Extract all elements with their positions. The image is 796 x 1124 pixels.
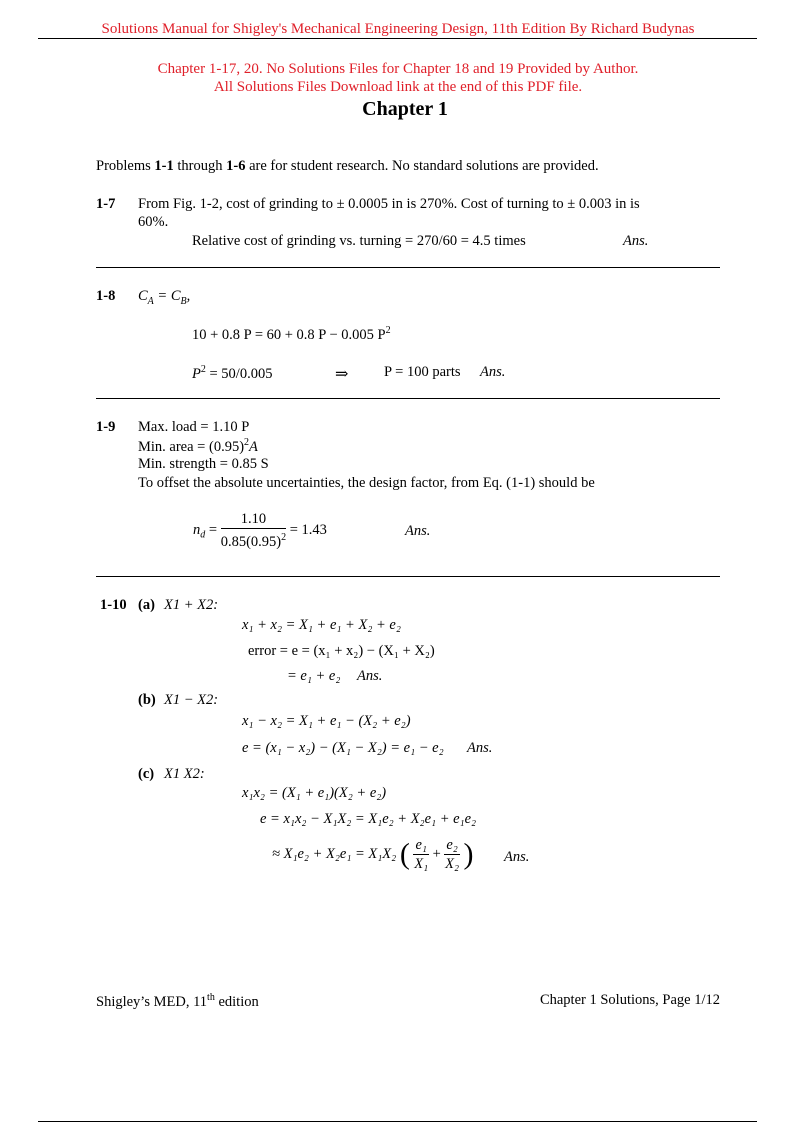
- eq-variable: P: [192, 365, 201, 382]
- design-factor-fraction: [221, 510, 286, 551]
- part-c-eq-2: e = x₁x₂ − X₁X₂ = X₁e₂ + X₂e₁ + e₁e₂: [260, 811, 477, 827]
- line-variable: A: [249, 438, 258, 455]
- eq-exponent: 2: [200, 364, 206, 375]
- part-a-eq-3: = e₁ + e₂: [287, 668, 341, 684]
- part-c-eq-1: x₁x₂ = (X₁ + e₁)(X₂ + e₂): [242, 785, 387, 801]
- open-paren: (: [399, 837, 410, 871]
- problem-1-9-line-4: To offset the absolute uncertainties, the design factor, from Eq. (1-1) should be: [138, 475, 595, 491]
- plus-sign: +: [432, 845, 441, 862]
- denominator-body: 0.85(0.95): [220, 533, 282, 550]
- answer-mark: Ans.: [405, 523, 431, 539]
- design-factor-result: = 1.43: [289, 521, 327, 538]
- problem-1-7-result: Relative cost of grinding vs. turning = 270/60 = 4.5 times: [192, 233, 526, 249]
- line-body: Min. area = (0.95): [138, 438, 245, 455]
- notice-line-1: Chapter 1-17, 20. No Solutions Files for Chapter 18 and 19 Provided by Author.: [157, 61, 639, 77]
- problem-1-8-eq-3: [192, 364, 272, 383]
- problem-1-9-line-2: [138, 437, 258, 456]
- fraction: [444, 836, 459, 873]
- eq-body: 10 + 0.8 P = 60 + 0.8 P − 0.005 P: [192, 326, 386, 343]
- part-title: X1 − X2:: [164, 692, 219, 708]
- cost-a-subscript: A: [147, 295, 154, 307]
- part-title: X1 X2:: [164, 766, 205, 782]
- design-factor-equation: [193, 510, 327, 551]
- part-a-eq-2: error = e = (x₁ + x₂) − (X₁ + X₂): [248, 643, 435, 659]
- chapter-title: Chapter 1: [362, 98, 448, 120]
- problem-1-7-line-1: From Fig. 1-2, cost of grinding to ± 0.0005 in is 270%. Cost of turning to ± 0.003 in is: [138, 196, 640, 212]
- fraction-denominator: [221, 529, 286, 551]
- fraction-denominator: X₁: [414, 856, 429, 872]
- implies-arrow: ⇒: [335, 366, 349, 383]
- intro-post: are for student research. No standard solutions are provided.: [245, 158, 599, 174]
- line-exponent: 2: [244, 437, 250, 448]
- section-divider: [96, 576, 720, 577]
- answer-mark: Ans.: [467, 740, 493, 756]
- cost-b-subscript: B: [180, 295, 187, 307]
- eq-body: ≈ X₁e₂ + X₂e₁ = X₁X₂: [272, 845, 397, 862]
- answer-mark: Ans.: [480, 364, 506, 380]
- fraction-numerator: 1.10: [221, 510, 286, 529]
- footer-left: [96, 992, 259, 1011]
- problem-number: 1-8: [96, 288, 116, 304]
- footer-rule: [38, 1121, 757, 1122]
- problem-number: 1-9: [96, 419, 116, 435]
- part-label: (a): [138, 597, 155, 613]
- close-paren: ): [463, 837, 474, 871]
- section-divider: [96, 398, 720, 399]
- part-b-eq-2: e = (x₁ − x₂) − (X₁ − X₂) = e₁ − e₂: [242, 740, 444, 756]
- eq-end: ,: [186, 288, 191, 304]
- design-factor-symbol: n: [193, 521, 201, 538]
- part-b-eq-1: x₁ − x₂ = X₁ + e₁ − (X₂ + e₂): [242, 713, 411, 729]
- part-label: (c): [138, 766, 155, 782]
- problem-number: 1-10: [100, 597, 127, 613]
- footer-page: Chapter 1 Solutions, Page 1/12: [539, 992, 720, 1008]
- denominator-exponent: 2: [281, 532, 287, 543]
- problem-1-7-line-2: 60%.: [138, 214, 169, 230]
- fraction-numerator: e₁: [415, 837, 427, 853]
- footer-edition-suffix: th: [207, 992, 215, 1003]
- part-c-eq-3: [272, 836, 473, 873]
- answer-mark: Ans.: [623, 233, 649, 249]
- intro-pre: Problems: [96, 158, 155, 174]
- source-banner: Solutions Manual for Shigley's Mechanical Engineering Design, 11th Edition By Richard Budynas: [101, 21, 695, 37]
- fraction-numerator: e₂: [446, 837, 458, 853]
- problem-1-9-line-1: Max. load = 1.10 P: [138, 419, 250, 435]
- cost-a-symbol: C: [138, 288, 148, 304]
- section-divider: [96, 267, 720, 268]
- problem-1-8-result: P = 100 parts: [384, 364, 461, 380]
- footer-book: Shigley’s MED, 11: [96, 993, 208, 1010]
- part-label: (b): [138, 692, 156, 708]
- intro-problem-start: 1-1: [154, 158, 174, 174]
- problem-number: 1-7: [96, 196, 116, 212]
- notice-line-2: All Solutions Files Download link at the end of this PDF file.: [213, 79, 583, 95]
- problem-1-8-eq-1: [138, 288, 190, 307]
- eq-mid: = C: [153, 288, 181, 304]
- fraction-denominator: X₂: [445, 856, 460, 872]
- fraction: [413, 836, 428, 873]
- intro-mid: through: [173, 158, 227, 174]
- eq-exponent: 2: [385, 325, 391, 336]
- answer-mark: Ans.: [357, 668, 383, 684]
- eq-body: = 50/0.005: [205, 365, 273, 382]
- problem-1-9-line-3: Min. strength = 0.85 S: [138, 456, 269, 472]
- equals-sign: =: [208, 521, 221, 538]
- design-factor-subscript: d: [200, 529, 206, 541]
- footer-edition: edition: [214, 993, 259, 1010]
- part-a-eq-1: x₁ + x₂ = X₁ + e₁ + X₂ + e₂: [242, 617, 401, 633]
- intro-problem-end: 1-6: [226, 158, 246, 174]
- answer-mark: Ans.: [504, 849, 530, 865]
- header-rule: [38, 38, 757, 39]
- problem-1-8-eq-2: [192, 325, 391, 344]
- intro-text: [96, 158, 599, 175]
- part-title: X1 + X2:: [164, 597, 219, 613]
